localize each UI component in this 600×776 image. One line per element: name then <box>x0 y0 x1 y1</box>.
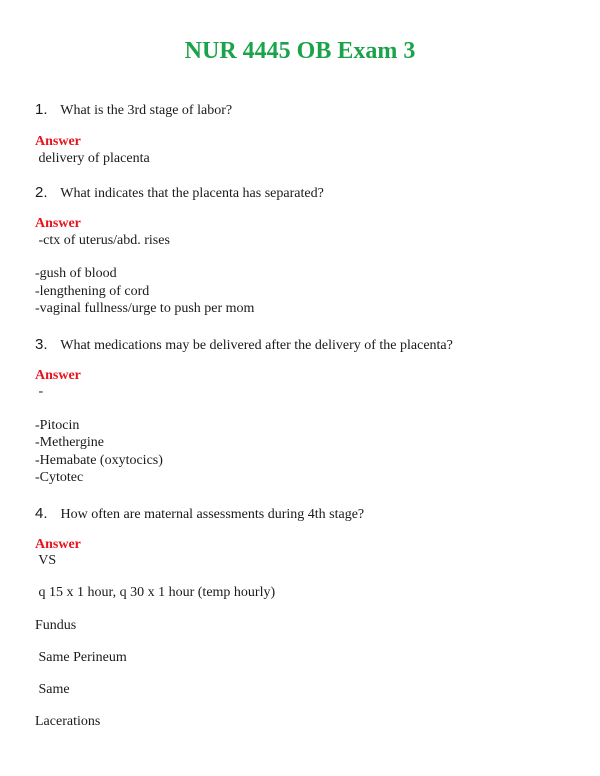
answer-line: -Pitocin <box>35 418 80 433</box>
question-text: How often are maternal assessments during 4th stage? <box>60 507 365 522</box>
answer-line: -gush of blood <box>35 266 117 281</box>
answer-label: Answer <box>35 537 81 552</box>
answer-line: -Methergine <box>35 435 104 450</box>
answer-line: Fundus <box>35 618 77 633</box>
answer-line: VS <box>35 553 57 568</box>
answer-line: -Cytotec <box>35 470 84 485</box>
answer-label: Answer <box>35 134 81 149</box>
answer-line: Same Perineum <box>35 650 127 665</box>
answer-line: Same <box>35 682 70 697</box>
answer-line: -ctx of uterus/abd. rises <box>35 233 170 248</box>
answer-label: Answer <box>35 216 81 231</box>
answer-line: q 15 x 1 hour, q 30 x 1 hour (temp hourly) <box>35 585 276 600</box>
question-1 <box>35 101 232 119</box>
question-text: What indicates that the placenta has separated? <box>60 186 324 201</box>
answer-line: - <box>35 384 44 399</box>
answer-line: -lengthening of cord <box>35 284 150 299</box>
question-number: 4. <box>35 505 48 522</box>
question-2 <box>35 184 324 202</box>
question-text: What medications may be delivered after the delivery of the placenta? <box>60 338 453 353</box>
question-number: 1. <box>35 101 48 118</box>
question-3 <box>35 336 453 354</box>
answer-label: Answer <box>35 368 81 383</box>
question-text: What is the 3rd stage of labor? <box>60 103 233 118</box>
answer-line: delivery of placenta <box>35 151 150 166</box>
document-title: NUR 4445 OB Exam 3 <box>184 38 416 64</box>
answer-line: -vaginal fullness/urge to push per mom <box>35 301 255 316</box>
question-4 <box>35 505 364 523</box>
answer-line: -Hemabate (oxytocics) <box>35 453 163 468</box>
answer-line: Lacerations <box>35 714 101 729</box>
question-number: 3. <box>35 336 48 353</box>
question-number: 2. <box>35 184 48 201</box>
